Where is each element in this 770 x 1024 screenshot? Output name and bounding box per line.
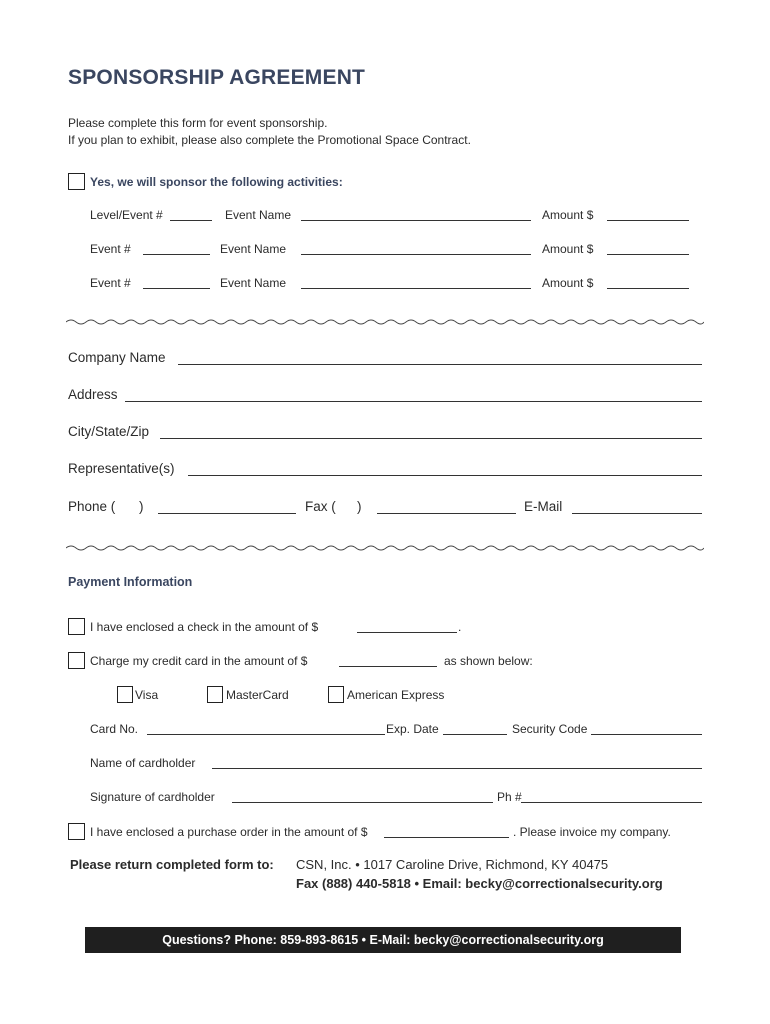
fax-field[interactable] (377, 513, 516, 514)
sponsor-row-2-amount-field[interactable] (607, 254, 689, 255)
cardholder-signature-label: Signature of cardholder (90, 790, 215, 804)
ph-label: Ph # (497, 790, 522, 804)
sponsor-row-2-event-field[interactable] (143, 254, 210, 255)
exp-date-field[interactable] (443, 734, 507, 735)
check-payment-label: I have enclosed a check in the amount of $ (90, 620, 319, 634)
sponsor-row-1-name-label: Event Name (225, 208, 292, 222)
sponsor-row-3-event-label: Event # (90, 276, 131, 290)
representatives-label: Representative(s) (68, 461, 175, 476)
return-label: Please return completed form to: (70, 857, 274, 872)
sponsor-row-3-amount-label: Amount $ (542, 276, 594, 290)
credit-amount-field[interactable] (339, 666, 437, 667)
purchase-order-suffix: . Please invoice my company. (513, 825, 671, 839)
city-state-zip-label: City/State/Zip (68, 424, 150, 439)
sponsor-row-3-event-field[interactable] (143, 288, 210, 289)
check-payment-checkbox[interactable] (68, 618, 85, 635)
cardholder-name-label: Name of cardholder (90, 756, 196, 770)
sponsor-row-3-name-field[interactable] (301, 288, 531, 289)
phone-field[interactable] (158, 513, 296, 514)
sponsor-row-2-event-label: Event # (90, 242, 131, 256)
fax-label: Fax ( (305, 499, 336, 514)
cardholder-name-field[interactable] (212, 768, 702, 769)
cardholder-signature-field[interactable] (232, 802, 493, 803)
company-name-field[interactable] (178, 364, 702, 365)
mastercard-label: MasterCard (226, 688, 289, 702)
sponsor-row-2-name-label: Event Name (220, 242, 287, 256)
phone-label: Phone ( (68, 499, 116, 514)
intro-line-1: Please complete this form for event sponsorship. (68, 116, 328, 130)
page-title: SPONSORSHIP AGREEMENT (68, 66, 366, 89)
wavy-divider (66, 543, 704, 553)
questions-footer-text: Questions? Phone: 859-893-8615 • E-Mail: becky@correctionalsecurity.org (162, 933, 604, 947)
check-amount-field[interactable] (357, 632, 457, 633)
company-name-label: Company Name (68, 350, 166, 365)
sponsor-row-2-amount-label: Amount $ (542, 242, 594, 256)
security-code-field[interactable] (591, 734, 702, 735)
purchase-order-amount-field[interactable] (384, 837, 509, 838)
sponsor-row-1-amount-field[interactable] (607, 220, 689, 221)
exp-date-label: Exp. Date (386, 722, 439, 736)
sponsor-row-1-amount-label: Amount $ (542, 208, 594, 222)
sponsor-checkbox[interactable] (68, 173, 85, 190)
card-no-field[interactable] (147, 734, 385, 735)
visa-label: Visa (135, 688, 159, 702)
check-payment-suffix: . (458, 620, 462, 634)
wavy-divider (66, 317, 704, 327)
sponsor-row-3-name-label: Event Name (220, 276, 287, 290)
sponsor-row-3-amount-field[interactable] (607, 288, 689, 289)
amex-checkbox[interactable] (328, 686, 344, 703)
email-field[interactable] (572, 513, 702, 514)
visa-checkbox[interactable] (117, 686, 133, 703)
card-no-label: Card No. (90, 722, 139, 736)
return-address: CSN, Inc. • 1017 Caroline Drive, Richmond, KY 40475 (296, 857, 609, 872)
email-label: E-Mail (524, 499, 563, 514)
return-contact: Fax (888) 440-5818 • Email: becky@correctionalsecurity.org (296, 876, 663, 891)
payment-heading: Payment Information (68, 575, 193, 589)
credit-card-label: Charge my credit card in the amount of $ (90, 654, 308, 668)
sponsor-row-1-name-field[interactable] (301, 220, 531, 221)
sponsor-checkbox-label: Yes, we will sponsor the following activities: (90, 175, 343, 189)
amex-label: American Express (347, 688, 445, 702)
mastercard-checkbox[interactable] (207, 686, 223, 703)
representatives-field[interactable] (188, 475, 702, 476)
ph-field[interactable] (521, 802, 702, 803)
intro-line-2: If you plan to exhibit, please also complete the Promotional Space Contract. (68, 133, 471, 147)
security-code-label: Security Code (512, 722, 588, 736)
questions-footer-bar (85, 927, 681, 953)
sponsor-row-1-event-label: Level/Event # (90, 208, 163, 222)
purchase-order-checkbox[interactable] (68, 823, 85, 840)
credit-card-checkbox[interactable] (68, 652, 85, 669)
phone-paren-close: ) (139, 499, 144, 514)
purchase-order-label: I have enclosed a purchase order in the amount of $ (90, 825, 368, 839)
address-label: Address (68, 387, 118, 402)
fax-paren-close: ) (357, 499, 362, 514)
city-state-zip-field[interactable] (160, 438, 702, 439)
sponsor-row-2-name-field[interactable] (301, 254, 531, 255)
credit-card-suffix: as shown below: (444, 654, 533, 668)
address-field[interactable] (125, 401, 702, 402)
sponsor-row-1-event-field[interactable] (170, 220, 212, 221)
